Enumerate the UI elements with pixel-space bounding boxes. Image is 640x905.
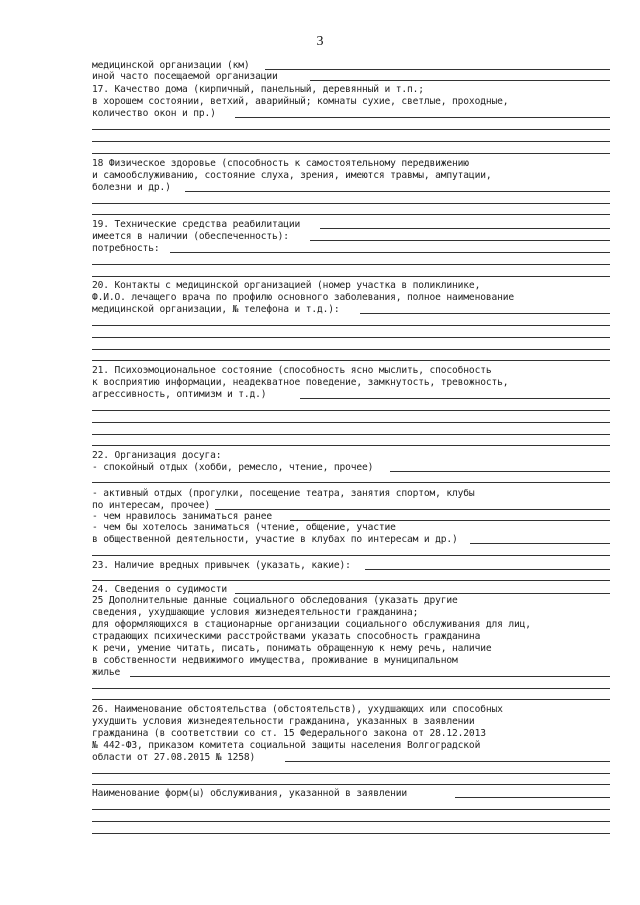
form-text-line: 20. Контакты с медицинской организацией (номер участка в поликлинике,: [92, 280, 481, 291]
fill-line[interactable]: [235, 117, 610, 118]
form-text-line: - чем нравилось заниматься ранее: [92, 511, 273, 522]
fill-line[interactable]: [390, 471, 610, 472]
fill-line[interactable]: [470, 543, 610, 544]
fill-line[interactable]: [130, 676, 610, 677]
fill-line[interactable]: [300, 398, 610, 399]
form-text-line: агрессивность, оптимизм и т.д.): [92, 389, 267, 400]
form-text-line: 22. Организация досуга:: [92, 450, 222, 461]
form-text-line: 21. Психоэмоциональное состояние (способность ясно мыслить, способность: [92, 365, 492, 376]
fill-line[interactable]: [92, 688, 610, 689]
form-text-line: 26. Наименование обстоятельства (обстоятельств), ухудшающих или способных: [92, 704, 503, 715]
fill-line[interactable]: [215, 509, 610, 510]
form-text-line: медицинской организации, № телефона и т.д.):: [92, 304, 340, 315]
fill-line[interactable]: [92, 203, 610, 204]
form-text-line: 19. Технические средства реабилитации: [92, 219, 301, 230]
form-text-line: в собственности недвижимого имущества, проживание в муниципальном: [92, 655, 458, 666]
fill-line[interactable]: [92, 699, 610, 700]
form-text-line: - спокойный отдых (хобби, ремесло, чтение, прочее): [92, 462, 374, 473]
fill-line[interactable]: [92, 410, 610, 411]
fill-line[interactable]: [92, 264, 610, 265]
form-text-line: - активный отдых (прогулки, посещение театра, занятия спортом, клубы: [92, 488, 475, 499]
form-text-line: по интересам, прочее): [92, 500, 211, 511]
form-text-line: 25 Дополнительные данные социального обследования (указать другие: [92, 595, 458, 606]
form-text-line: имеется в наличии (обеспеченность):: [92, 231, 289, 242]
fill-line[interactable]: [92, 129, 610, 130]
fill-line[interactable]: [170, 252, 610, 253]
fill-line[interactable]: [285, 761, 610, 762]
form-text-line: болезни и др.): [92, 182, 171, 193]
fill-line[interactable]: [92, 153, 610, 154]
fill-line[interactable]: [92, 337, 610, 338]
fill-line[interactable]: [92, 325, 610, 326]
form-text-line: ухудшить условия жизнедеятельности гражданина, указанных в заявлении: [92, 716, 475, 727]
form-text-line: Наименование форм(ы) обслуживания, указанной в заявлении: [92, 788, 408, 799]
fill-line[interactable]: [92, 821, 610, 822]
fill-line[interactable]: [360, 313, 610, 314]
fill-line[interactable]: [92, 141, 610, 142]
form-text-line: жилье: [92, 667, 121, 678]
form-text-line: для оформляющихся в стационарные организации социального обслуживания для лиц,: [92, 619, 531, 630]
form-text-line: 17. Качество дома (кирпичный, панельный, деревянный и т.п.;: [92, 84, 424, 95]
form-text-line: потребность:: [92, 243, 160, 254]
fill-line[interactable]: [92, 349, 610, 350]
form-text-line: и самообслуживанию, состояние слуха, зрения, имеются травмы, ампутации,: [92, 170, 492, 181]
fill-line[interactable]: [92, 809, 610, 810]
form-text-line: гражданина (в соответствии со ст. 15 Федерального закона от 28.12.2013: [92, 728, 486, 739]
fill-line[interactable]: [92, 580, 610, 581]
form-text-line: страдающих психическими расстройствами указать способность гражданина: [92, 631, 481, 642]
fill-line[interactable]: [92, 784, 610, 785]
fill-line[interactable]: [185, 191, 610, 192]
fill-line[interactable]: [310, 80, 610, 81]
fill-line[interactable]: [455, 797, 610, 798]
fill-line[interactable]: [92, 482, 610, 483]
page-number: 3: [316, 34, 324, 49]
fill-line[interactable]: [310, 240, 610, 241]
fill-line[interactable]: [92, 434, 610, 435]
form-text-line: 18 Физическое здоровье (способность к самостоятельному передвижению: [92, 158, 469, 169]
fill-line[interactable]: [92, 445, 610, 446]
form-text-line: количество окон и пр.): [92, 108, 216, 119]
fill-line[interactable]: [235, 593, 610, 594]
fill-line[interactable]: [92, 360, 610, 361]
form-text-line: сведения, ухудшающие условия жизнедеятельности гражданина;: [92, 607, 419, 618]
fill-line[interactable]: [92, 555, 610, 556]
form-text-line: медицинской организации (км): [92, 60, 250, 71]
fill-line[interactable]: [92, 773, 610, 774]
form-text-line: иной часто посещаемой организации: [92, 71, 278, 82]
form-text-line: к речи, умение читать, писать, понимать обращенную к нему речь, наличие: [92, 643, 492, 654]
fill-line[interactable]: [92, 833, 610, 834]
fill-line[interactable]: [92, 276, 610, 277]
form-text-line: в общественной деятельности, участие в клубах по интересам и др.): [92, 534, 458, 545]
form-text-line: области от 27.08.2015 № 1258): [92, 752, 256, 763]
form-text-line: 24. Сведения о судимости: [92, 584, 228, 595]
form-text-line: в хорошем состоянии, ветхий, аварийный; комнаты сухие, светлые, проходные,: [92, 96, 509, 107]
fill-line[interactable]: [320, 228, 610, 229]
fill-line[interactable]: [265, 69, 610, 70]
form-text-line: - чем бы хотелось заниматься (чтение, общение, участие: [92, 522, 396, 533]
form-text-line: 23. Наличие вредных привычек (указать, какие):: [92, 560, 351, 571]
form-text-line: Ф.И.О. лечащего врача по профилю основного заболевания, полное наименование: [92, 292, 514, 303]
form-text-line: № 442-ФЗ, приказом комитета социальной защиты населения Волгоградской: [92, 740, 481, 751]
fill-line[interactable]: [92, 214, 610, 215]
fill-line[interactable]: [92, 422, 610, 423]
fill-line[interactable]: [290, 520, 610, 521]
form-text-line: к восприятию информации, неадекватное поведение, замкнутость, тревожность,: [92, 377, 509, 388]
fill-line[interactable]: [365, 569, 610, 570]
